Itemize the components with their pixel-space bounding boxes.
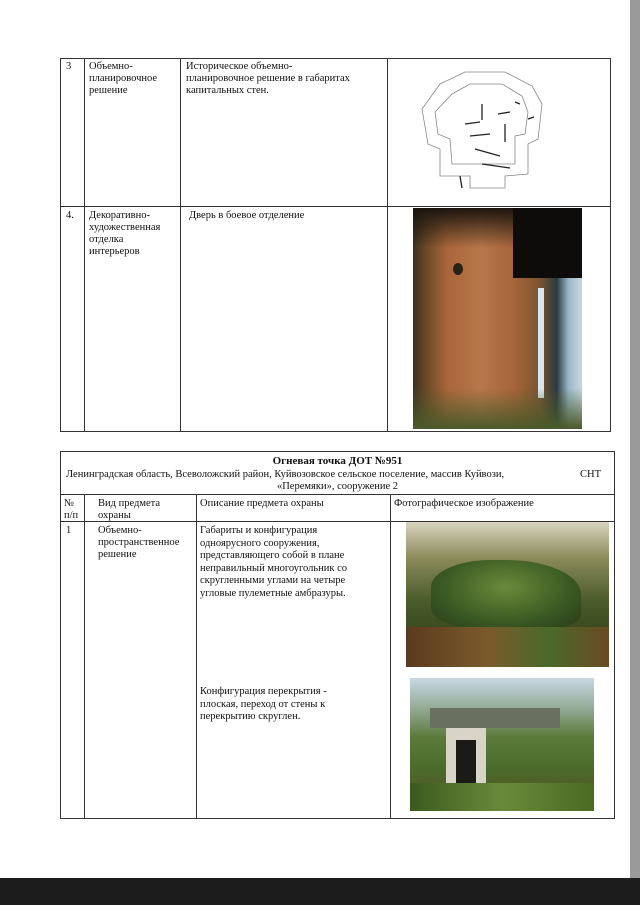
floor-plan-drawing <box>410 64 560 194</box>
header-type: Вид предмета охраны <box>98 498 161 521</box>
protection-description: Габариты и конфигурация одноярусного сооружения, представляющего собой в плане неправильный многоугольник со скругленными углами на четыре угловые пулеметные амбразуры. <box>200 525 348 599</box>
protection-description: Дверь в боевое отделение <box>189 210 305 221</box>
scan-edge <box>630 0 640 878</box>
header-number: № п/п <box>64 498 79 521</box>
header-description: Описание предмета охраны <box>200 498 324 509</box>
protection-type: Декоративно- художественная отделка интерьеров <box>89 210 161 257</box>
table-title: Огневая точка ДОТ №951 <box>272 455 403 467</box>
address-line: «Перемяки», сооружение 2 <box>276 481 399 492</box>
bunker-exterior-photo <box>406 522 609 667</box>
row-number: 3 <box>66 61 72 72</box>
protection-description: Конфигурация перекрытия - плоская, переход от стены к перекрытию скруглен. <box>200 686 327 722</box>
protection-type: Объемно- пространственное решение <box>98 525 180 560</box>
row-number: 1 <box>66 525 72 536</box>
address-snt: СНТ <box>580 469 601 480</box>
door-photo <box>413 208 582 429</box>
protection-description: Историческое объемно- планировочное решение в габаритах капитальных стен. <box>186 61 350 96</box>
protection-type: Объемно- планировочное решение <box>89 61 158 96</box>
row-number: 4. <box>66 210 74 221</box>
address-line: Ленинградская область, Всеволожский район, Куйвозовское сельское поселение, массив Куйвози, <box>66 469 505 480</box>
header-photo: Фотографическое изображение <box>394 498 534 509</box>
viewer-bottom-bar <box>0 878 640 905</box>
bunker-entrance-photo <box>410 678 594 811</box>
